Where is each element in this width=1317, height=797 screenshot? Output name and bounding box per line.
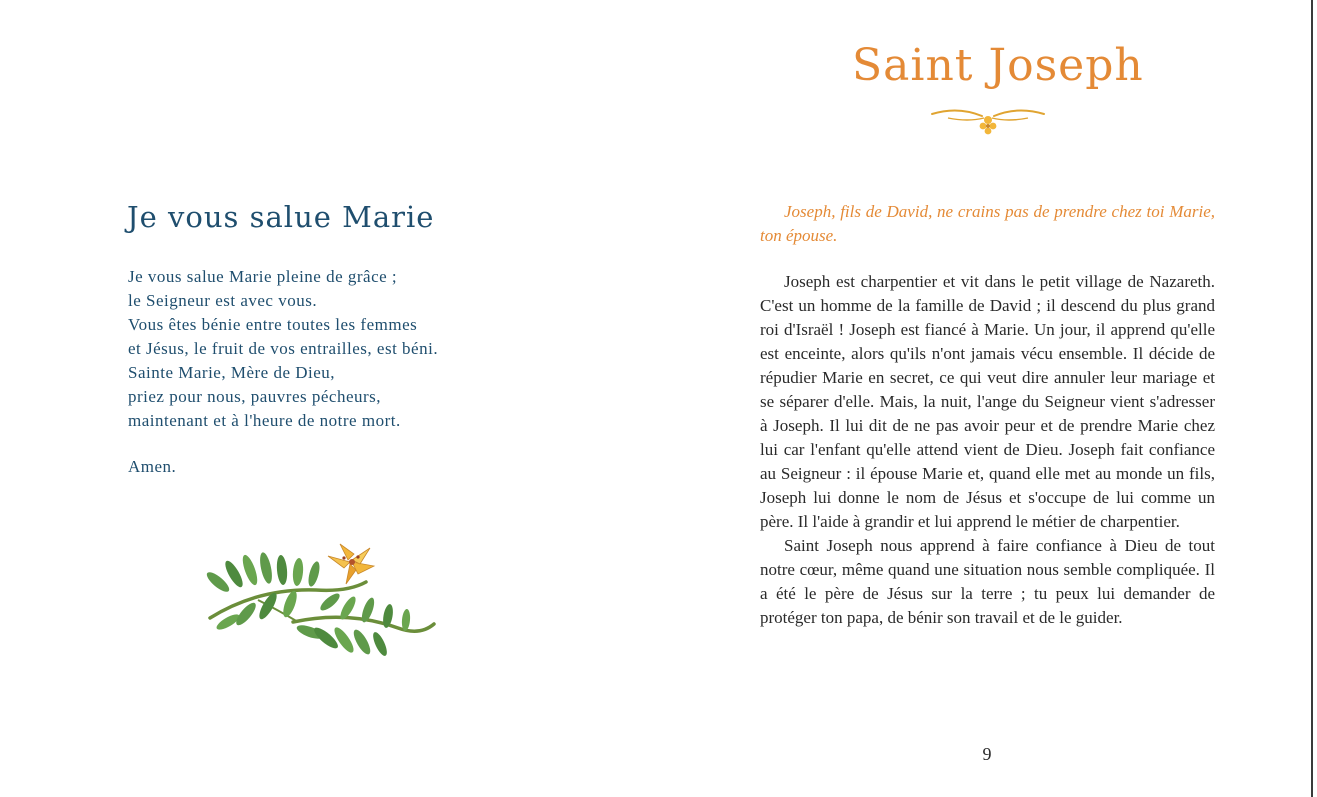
saint-title: Saint Joseph [852,40,1144,91]
prayer-line: Sainte Marie, Mère de Dieu, [128,363,336,382]
prayer-line: le Seigneur est avec vous. [128,291,318,310]
story-paragraph: Joseph est charpentier et vit dans le petit village de Nazareth. C'est un homme de la famille de David ; il descend du plus grand roi d'Israël ! Joseph est fiancé à Marie. Un jour, il apprend qu'elle est enceinte, alors qu'ils n'ont jamais vécu ensemble. Il décide de répudier Marie en secret, ce qui veut dire annuler leur mariage et se séparer d'elle. Mais, la nuit, l'ange du Seigneur vient s'adresser à Joseph. Il lui dit de ne pas avoir peur et de prendre Marie chez lui car l'enfant qu'elle attend vient de Dieu. Joseph fait confiance au Seigneur : il épouse Marie et, quand elle met au monde un fils, Joseph lui donne le nom de Jésus et s'occupe de lui comme un père. Il l'aide à grandir et lui apprend le métier de charpentier. [760,272,1215,531]
page-number: 9 [982,744,992,764]
page-edge [1311,0,1313,797]
story-text [760,270,1215,630]
prayer-line: priez pour nous, pauvres pécheurs, [128,387,382,406]
prayer-line: et Jésus, le fruit de vos entrailles, est béni. [128,339,439,358]
scripture-quote: Joseph, fils de David, ne crains pas de prendre chez toi Marie, ton épouse. [760,202,1215,245]
prayer-line: Vous êtes bénie entre toutes les femmes [128,315,418,334]
golden-flourish-ornament [928,102,1048,138]
lily-branch-illustration [198,540,443,660]
prayer-title: Je vous salue Marie [127,200,435,234]
prayer-text [128,265,438,433]
prayer-closing: Amen. [128,457,177,476]
story-paragraph: Saint Joseph nous apprend à faire confiance à Dieu de tout notre cœur, même quand une situation nous semble compliquée. Il a été le père de Jésus sur la terre ; tu peux lui demander de protéger ton papa, de bénir son travail et de le guider. [760,536,1215,627]
prayer-line: maintenant et à l'heure de notre mort. [128,411,401,430]
prayer-line: Je vous salue Marie pleine de grâce ; [128,267,398,286]
